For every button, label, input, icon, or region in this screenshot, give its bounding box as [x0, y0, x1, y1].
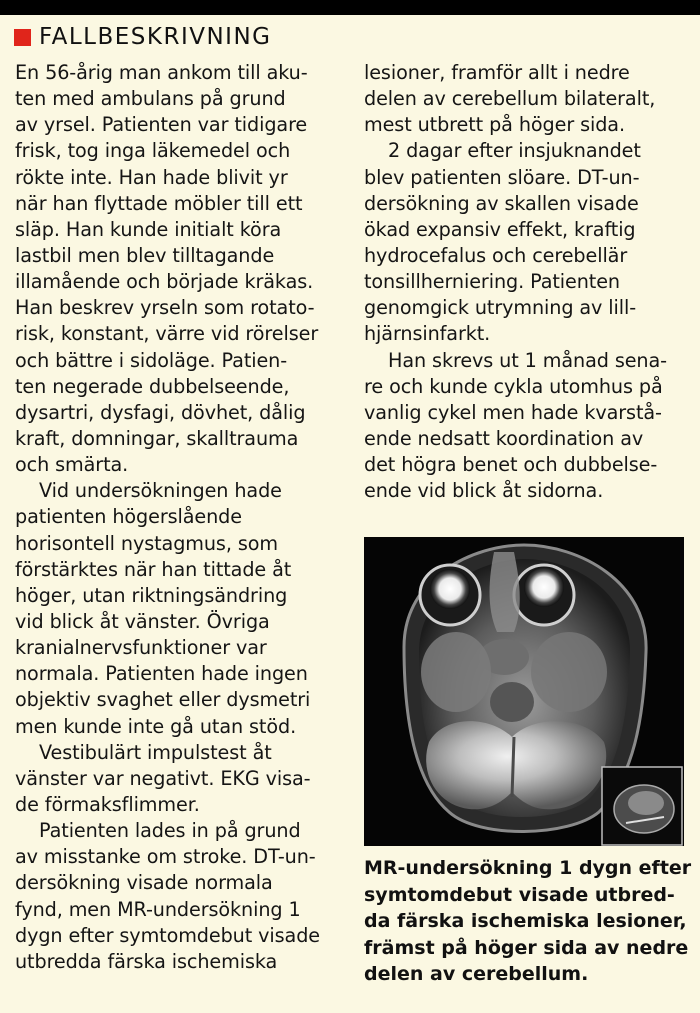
- text-line: lastbil men blev tilltagande: [15, 243, 275, 267]
- text-line: Han skrevs ut 1 månad sena-: [388, 348, 667, 372]
- text-line: ökad expansiv effekt, kraftig: [364, 217, 636, 241]
- right-text-column: [364, 60, 686, 504]
- red-square-icon: [14, 29, 31, 46]
- text-line: re och kunde cykla utomhus på: [364, 374, 663, 398]
- text-line: dygn efter symtomdebut visade: [15, 923, 320, 947]
- text-line: dysartri, dysfagi, dövhet, dålig: [15, 400, 306, 424]
- top-bar: [0, 0, 700, 15]
- text-line: förstärktes när han tittade åt: [15, 557, 292, 581]
- text-line: dersökning visade normala: [15, 871, 273, 895]
- text-line: vänster var negativt. EKG visa-: [15, 766, 311, 790]
- section-header: [14, 24, 272, 50]
- text-line: Patienten lades in på grund: [39, 819, 301, 843]
- text-line: dersökning av skallen visade: [364, 191, 639, 215]
- text-line: men kunde inte gå utan stöd.: [15, 714, 297, 738]
- text-line: när han flyttade möbler till ett: [15, 191, 303, 215]
- text-line: kranialnervsfunktioner var: [15, 636, 267, 660]
- text-line: vid blick åt vänster. Övriga: [15, 609, 270, 633]
- text-line: ten negerade dubbelseende,: [15, 374, 290, 398]
- mri-scan-image: [364, 537, 684, 846]
- text-line: objektiv svaghet eller dysmetri: [15, 688, 311, 712]
- mri-scan-drawing: [364, 537, 684, 846]
- text-line: kraft, domningar, skalltrauma: [15, 426, 299, 450]
- text-line: mest utbrett på höger sida.: [364, 113, 625, 137]
- text-line: ende nedsatt koordination av: [364, 426, 644, 450]
- text-line: och bättre i sidoläge. Patien-: [15, 348, 288, 372]
- text-line: horisontell nystagmus, som: [15, 531, 278, 555]
- section-title: FALLBESKRIVNING: [39, 24, 272, 50]
- text-line: hydrocefalus och cerebellär: [364, 243, 628, 267]
- text-line: det högra benet och dubbelse-: [364, 453, 658, 477]
- text-line: En 56-årig man ankom till aku-: [15, 61, 308, 84]
- caption-line: da färska ischemiska lesioner,: [364, 910, 687, 932]
- text-line: blev patienten slöare. DT-un-: [364, 165, 640, 189]
- caption-line: symtomdebut visade utbred-: [364, 883, 675, 906]
- text-line: ten med ambulans på grund: [15, 87, 286, 111]
- text-line: utbredda färska ischemiska: [15, 949, 278, 973]
- text-line: Vid undersökningen hade: [39, 479, 282, 503]
- left-text-column: [15, 60, 355, 975]
- text-line: 2 dagar efter insjuknandet: [388, 139, 641, 163]
- text-line: illamående och började kräkas.: [15, 270, 314, 294]
- text-line: Han beskrev yrseln som rotato-: [15, 296, 315, 320]
- figure-caption: [364, 855, 694, 988]
- text-line: lesioner, framför allt i nedre: [364, 61, 630, 84]
- text-line: rökte inte. Han hade blivit yr: [15, 165, 288, 189]
- text-line: av misstanke om stroke. DT-un-: [15, 845, 316, 869]
- caption-line: främst på höger sida av nedre: [364, 936, 689, 959]
- text-line: risk, konstant, värre vid rörelser: [15, 322, 319, 346]
- text-line: vanlig cykel men hade kvarstå-: [364, 400, 662, 424]
- text-line: av yrsel. Patienten var tidigare: [15, 113, 308, 137]
- text-line: fynd, men MR-undersökning 1: [15, 897, 301, 921]
- text-line: de förmaksflimmer.: [15, 792, 200, 816]
- text-line: frisk, tog inga läkemedel och: [15, 139, 291, 163]
- text-line: patienten högerslående: [15, 505, 242, 529]
- text-line: och smärta.: [15, 453, 129, 477]
- text-line: hjärnsinfarkt.: [364, 322, 491, 346]
- text-line: tonsillherniering. Patienten: [364, 270, 620, 294]
- text-line: genomgick utrymning av lill-: [364, 296, 637, 320]
- text-line: ende vid blick åt sidorna.: [364, 479, 604, 503]
- text-line: släp. Han kunde initialt köra: [15, 217, 282, 241]
- text-line: normala. Patienten hade ingen: [15, 662, 308, 686]
- text-line: delen av cerebellum bilateralt,: [364, 87, 656, 111]
- text-line: Vestibulärt impulstest åt: [39, 740, 272, 764]
- caption-line: MR-undersökning 1 dygn efter: [364, 857, 692, 879]
- caption-line: delen av cerebellum.: [364, 963, 589, 985]
- text-line: höger, utan riktningsändring: [15, 583, 288, 607]
